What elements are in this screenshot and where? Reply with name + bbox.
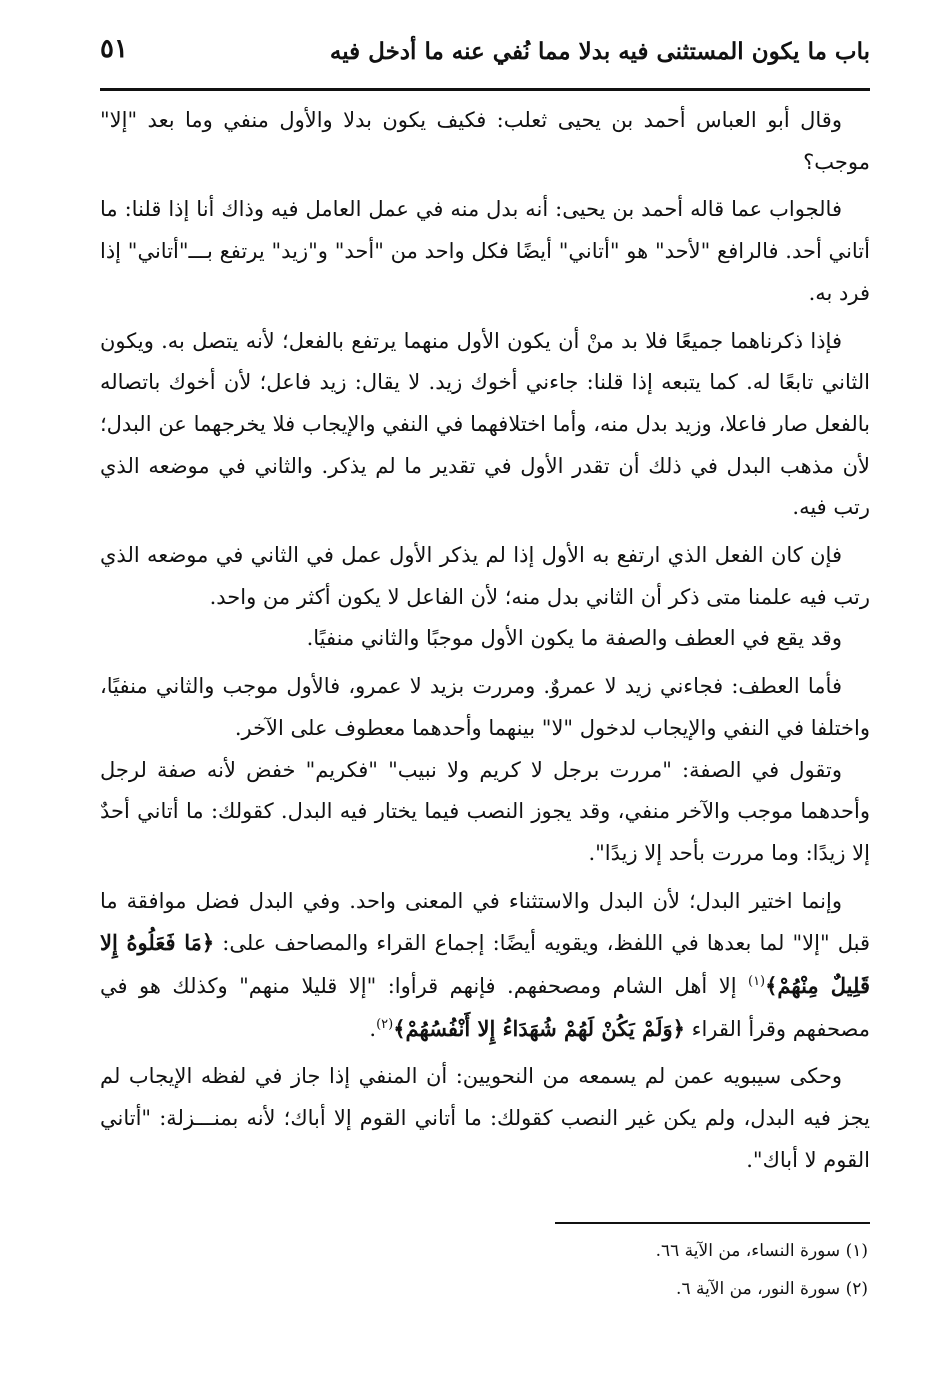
footnote-1: (١) سورة النساء، من الآية ٦٦. bbox=[655, 1241, 868, 1261]
page-header bbox=[100, 28, 870, 83]
running-title: باب ما يكون المستثنى فيه بدلا مما نُفي عنه ما أدخل فيه bbox=[329, 38, 870, 65]
paragraph-4: فإن كان الفعل الذي ارتفع به الأول إذا لم يذكر الأول عمل في الثاني في موضعه الذي رتب فيه علمنا متى ذكر أن الثاني بدل منه؛ لأن الفاعل لا يكون أكثر من واحد. bbox=[100, 543, 870, 609]
body-text bbox=[100, 100, 870, 1182]
paragraph-5: وقد يقع في العطف والصفة ما يكون الأول موجبًا والثاني منفيًا. bbox=[306, 626, 842, 651]
footnote-ref-1: (١) bbox=[747, 974, 766, 990]
paragraph-6: فأما العطف: فجاءني زيد لا عمروٌ. ومررت بزيد لا عمرو، فالأول موجب والثاني منفيًا، واختلفا في النفي والإيجاب لدخول "لا" بينهما وأحدهما معطوف على الآخر. bbox=[100, 674, 870, 740]
footnote-2: (٢) سورة النور، من الآية ٦. bbox=[676, 1279, 868, 1299]
footnotes bbox=[100, 1232, 870, 1308]
quran-verse-1: ﴿مَا فَعَلُوهُ إِلا قَلِيلٌ مِنْهُمْ﴾ bbox=[100, 930, 870, 999]
paragraph-3: فإذا ذكرناهما جميعًا فلا بد منْ أن يكون الأول منهما يرتفع بالفعل؛ لأنه يتصل به. ويكون الثاني تابعًا له. كما يتبعه إذا قلنا: جاءني أخوك زيد. لا يقال: زيد فاعل؛ لأن أخوك باتصاله بالفعل صار فاعلا، وزيد بدل منه، وأما اختلافهما في النفي والإيجاب فلا يخرجهما عن البدل؛ لأن مذهب البدل في ذلك أن تقدر الأول في تقدير ما لم يذكر. والثاني في موضعه الذي رتب فيه. bbox=[100, 328, 870, 520]
page-number: ٥١ bbox=[100, 34, 128, 64]
paragraph-7: وتقول في الصفة: "مررت برجل لا كريم ولا نبيب" "فكريم" خفض لأنه صفة لرجل وأحدهما موجب والآخر منفي، وقد يجوز النصب فيما يختار فيه البدل. كقولك: ما أتاني أحدٌ إلا زيدًا: وما مررت بأحد إلا زيدًا". bbox=[100, 757, 870, 865]
header-divider bbox=[100, 88, 870, 91]
paragraph-9: وحكى سيبويه عمن لم يسمعه من النحويين: أن المنفي إذا جاز في لفظه الإيجاب لم يجز فيه البدل، ولم يكن غير النصب كقولك: ما أتاني القوم إلا أباك؛ لأنه بمنـــزلة: "أتاني القوم لا أباك". bbox=[100, 1064, 870, 1172]
paragraph-8-text-a: وإنما اختير البدل؛ لأن البدل والاستثناء في المعنى واحد. وفي البدل فضل موافقة ما قبل "إلا" لما بعدها في اللفظ، ويقويه أيضًا: إجماع القراء والمصاحف على: bbox=[100, 888, 870, 956]
footnote-divider bbox=[555, 1222, 870, 1224]
paragraph-1: وقال أبو العباس أحمد بن يحيى ثعلب: فكيف يكون بدلا والأول منفي وما بعد "إلا" موجب؟ bbox=[100, 108, 870, 174]
paragraph-2: فالجواب عما قاله أحمد بن يحيى: أنه بدل منه في عمل العامل فيه وذاك أنا إذا قلنا: ما أتاني أحد. فالرافع "لأحد" هو "أتاني" أيضًا فكل واحد من "أحد" و"زيد" يرتفع بـــ"أتاني" إذا فرد به. bbox=[100, 197, 870, 305]
footnote-ref-2: (٢) bbox=[376, 1016, 394, 1032]
paragraph-8-text-c: . bbox=[369, 1016, 377, 1041]
quran-verse-2: ﴿وَلَمْ يَكُنْ لَهُمْ شُهَدَاءُ إِلا أَنْفُسُهُمْ﴾ bbox=[393, 1015, 685, 1041]
paragraph-8 bbox=[100, 881, 870, 1051]
paragraph-8-text-b: إلا أهل الشام ومصحفهم. فإنهم قرأوا: "إلا قليلا منهم" وكذلك هو في مصحفهم وقرأ القراء bbox=[100, 974, 870, 1041]
